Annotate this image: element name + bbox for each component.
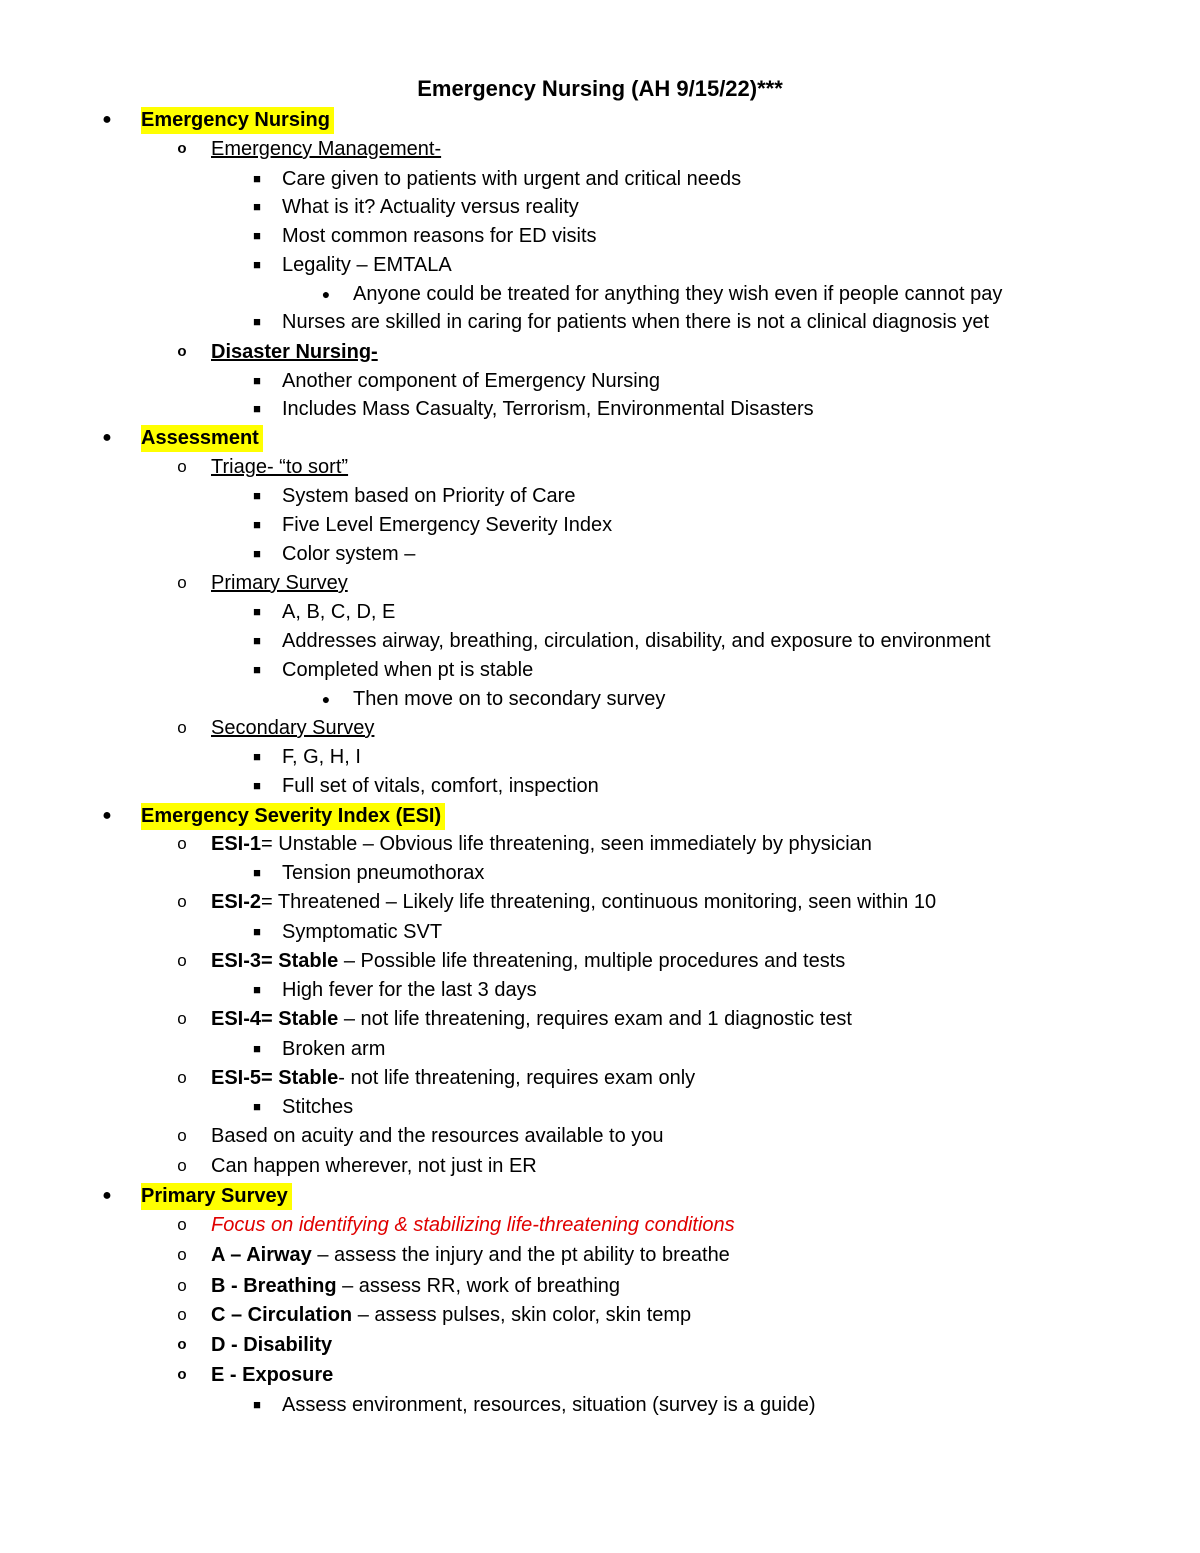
bullet-icon: ●	[102, 111, 112, 128]
circle-bullet-icon: o	[177, 1156, 187, 1175]
list-item: Symptomatic SVT	[282, 921, 443, 943]
survey-step: E - Exposure	[211, 1364, 334, 1386]
section-heading: Emergency Severity Index (ESI)	[141, 801, 445, 831]
circle-bullet-icon: o	[177, 1126, 187, 1145]
esi-level: ESI-1= Unstable – Obvious life threatening, seen immediately by physician	[211, 833, 872, 855]
survey-step: B - Breathing – assess RR, work of breathing	[211, 1275, 621, 1297]
focus-note: Focus on identifying & stabilizing life-threatening conditions	[211, 1214, 735, 1236]
square-bullet-icon: ■	[253, 314, 261, 329]
list-item: System based on Priority of Care	[282, 485, 576, 507]
esi-level: ESI-2= Threatened – Likely life threatening, continuous monitoring, seen within 10	[211, 891, 937, 913]
list-item: What is it? Actuality versus reality	[282, 196, 579, 218]
square-bullet-icon: ■	[253, 1041, 261, 1056]
square-bullet-icon: ■	[253, 1397, 261, 1412]
list-item: Completed when pt is stable	[282, 659, 534, 681]
list-item: Stitches	[282, 1096, 354, 1118]
square-bullet-icon: ■	[253, 662, 261, 677]
subheading: Secondary Survey	[211, 717, 375, 739]
survey-step: D - Disability	[211, 1334, 333, 1356]
subheading: Primary Survey	[211, 572, 348, 594]
bullet-icon: ●	[102, 807, 112, 824]
square-bullet-icon: ■	[253, 488, 261, 503]
square-bullet-icon: ■	[253, 228, 261, 243]
page-title: Emergency Nursing (AH 9/15/22)***	[417, 76, 783, 101]
circle-bullet-icon: o	[177, 140, 187, 157]
list-item: Addresses airway, breathing, circulation, disability, and exposure to environment	[282, 630, 991, 652]
survey-step: A – Airway – assess the injury and the pt ability to breathe	[211, 1244, 730, 1266]
list-item: Then move on to secondary survey	[353, 688, 666, 710]
circle-bullet-icon: o	[177, 1068, 187, 1087]
list-item: Five Level Emergency Severity Index	[282, 514, 613, 536]
circle-bullet-icon: o	[177, 951, 187, 970]
esi-level: ESI-3= Stable – Possible life threatening, multiple procedures and tests	[211, 950, 846, 972]
esi-level: ESI-4= Stable – not life threatening, requires exam and 1 diagnostic test	[211, 1008, 852, 1030]
section-heading: Primary Survey	[141, 1181, 292, 1211]
circle-bullet-icon: o	[177, 573, 187, 592]
circle-bullet-icon: o	[177, 1366, 187, 1383]
list-item: Most common reasons for ED visits	[282, 225, 597, 247]
list-item: Another component of Emergency Nursing	[282, 370, 660, 392]
circle-bullet-icon: o	[177, 1276, 187, 1295]
circle-bullet-icon: o	[177, 1305, 187, 1324]
list-item: Legality – EMTALA	[282, 254, 452, 276]
circle-bullet-icon: o	[177, 343, 187, 360]
list-item: Can happen wherever, not just in ER	[211, 1155, 537, 1177]
subheading: Emergency Management-	[211, 138, 442, 160]
list-item: A, B, C, D, E	[282, 601, 396, 623]
bullet-icon: ●	[102, 1187, 112, 1204]
list-item: Full set of vitals, comfort, inspection	[282, 775, 599, 797]
list-item: F, G, H, I	[282, 746, 361, 768]
list-item: Based on acuity and the resources available to you	[211, 1125, 664, 1147]
list-item: Tension pneumothorax	[282, 862, 485, 884]
list-item: Assess environment, resources, situation (survey is a guide)	[282, 1394, 816, 1416]
circle-bullet-icon: o	[177, 1009, 187, 1028]
circle-bullet-icon: o	[177, 718, 187, 737]
dot-bullet-icon: ●	[321, 286, 331, 302]
section-heading: Emergency Nursing	[141, 105, 334, 135]
list-item: Color system –	[282, 543, 416, 565]
square-bullet-icon: ■	[253, 1099, 261, 1114]
square-bullet-icon: ■	[253, 633, 261, 648]
list-item: Includes Mass Casualty, Terrorism, Environmental Disasters	[282, 398, 814, 420]
subheading: Triage- “to sort”	[211, 456, 349, 478]
list-item: High fever for the last 3 days	[282, 979, 537, 1001]
circle-bullet-icon: o	[177, 1245, 187, 1264]
section-heading: Assessment	[141, 423, 263, 453]
list-item: Nurses are skilled in caring for patients when there is not a clinical diagnosis yet	[282, 311, 990, 333]
bullet-icon: ●	[102, 429, 112, 446]
survey-step: C – Circulation – assess pulses, skin color, skin temp	[211, 1304, 692, 1326]
circle-bullet-icon: o	[177, 457, 187, 476]
square-bullet-icon: ■	[253, 517, 261, 532]
square-bullet-icon: ■	[253, 171, 261, 186]
circle-bullet-icon: o	[177, 892, 187, 911]
circle-bullet-icon: o	[177, 834, 187, 853]
square-bullet-icon: ■	[253, 546, 261, 561]
circle-bullet-icon: o	[177, 1336, 187, 1353]
square-bullet-icon: ■	[253, 924, 261, 939]
square-bullet-icon: ■	[253, 257, 261, 272]
dot-bullet-icon: ●	[321, 691, 331, 707]
square-bullet-icon: ■	[253, 749, 261, 764]
square-bullet-icon: ■	[253, 982, 261, 997]
circle-bullet-icon: o	[177, 1215, 187, 1234]
subheading: Disaster Nursing-	[211, 341, 378, 363]
list-item: Care given to patients with urgent and critical needs	[282, 168, 742, 190]
list-item: Anyone could be treated for anything they wish even if people cannot pay	[353, 283, 1003, 305]
list-item: Broken arm	[282, 1038, 386, 1060]
square-bullet-icon: ■	[253, 604, 261, 619]
square-bullet-icon: ■	[253, 778, 261, 793]
square-bullet-icon: ■	[253, 199, 261, 214]
esi-level: ESI-5= Stable- not life threatening, requires exam only	[211, 1067, 696, 1089]
square-bullet-icon: ■	[253, 865, 261, 880]
square-bullet-icon: ■	[253, 401, 261, 416]
square-bullet-icon: ■	[253, 373, 261, 388]
